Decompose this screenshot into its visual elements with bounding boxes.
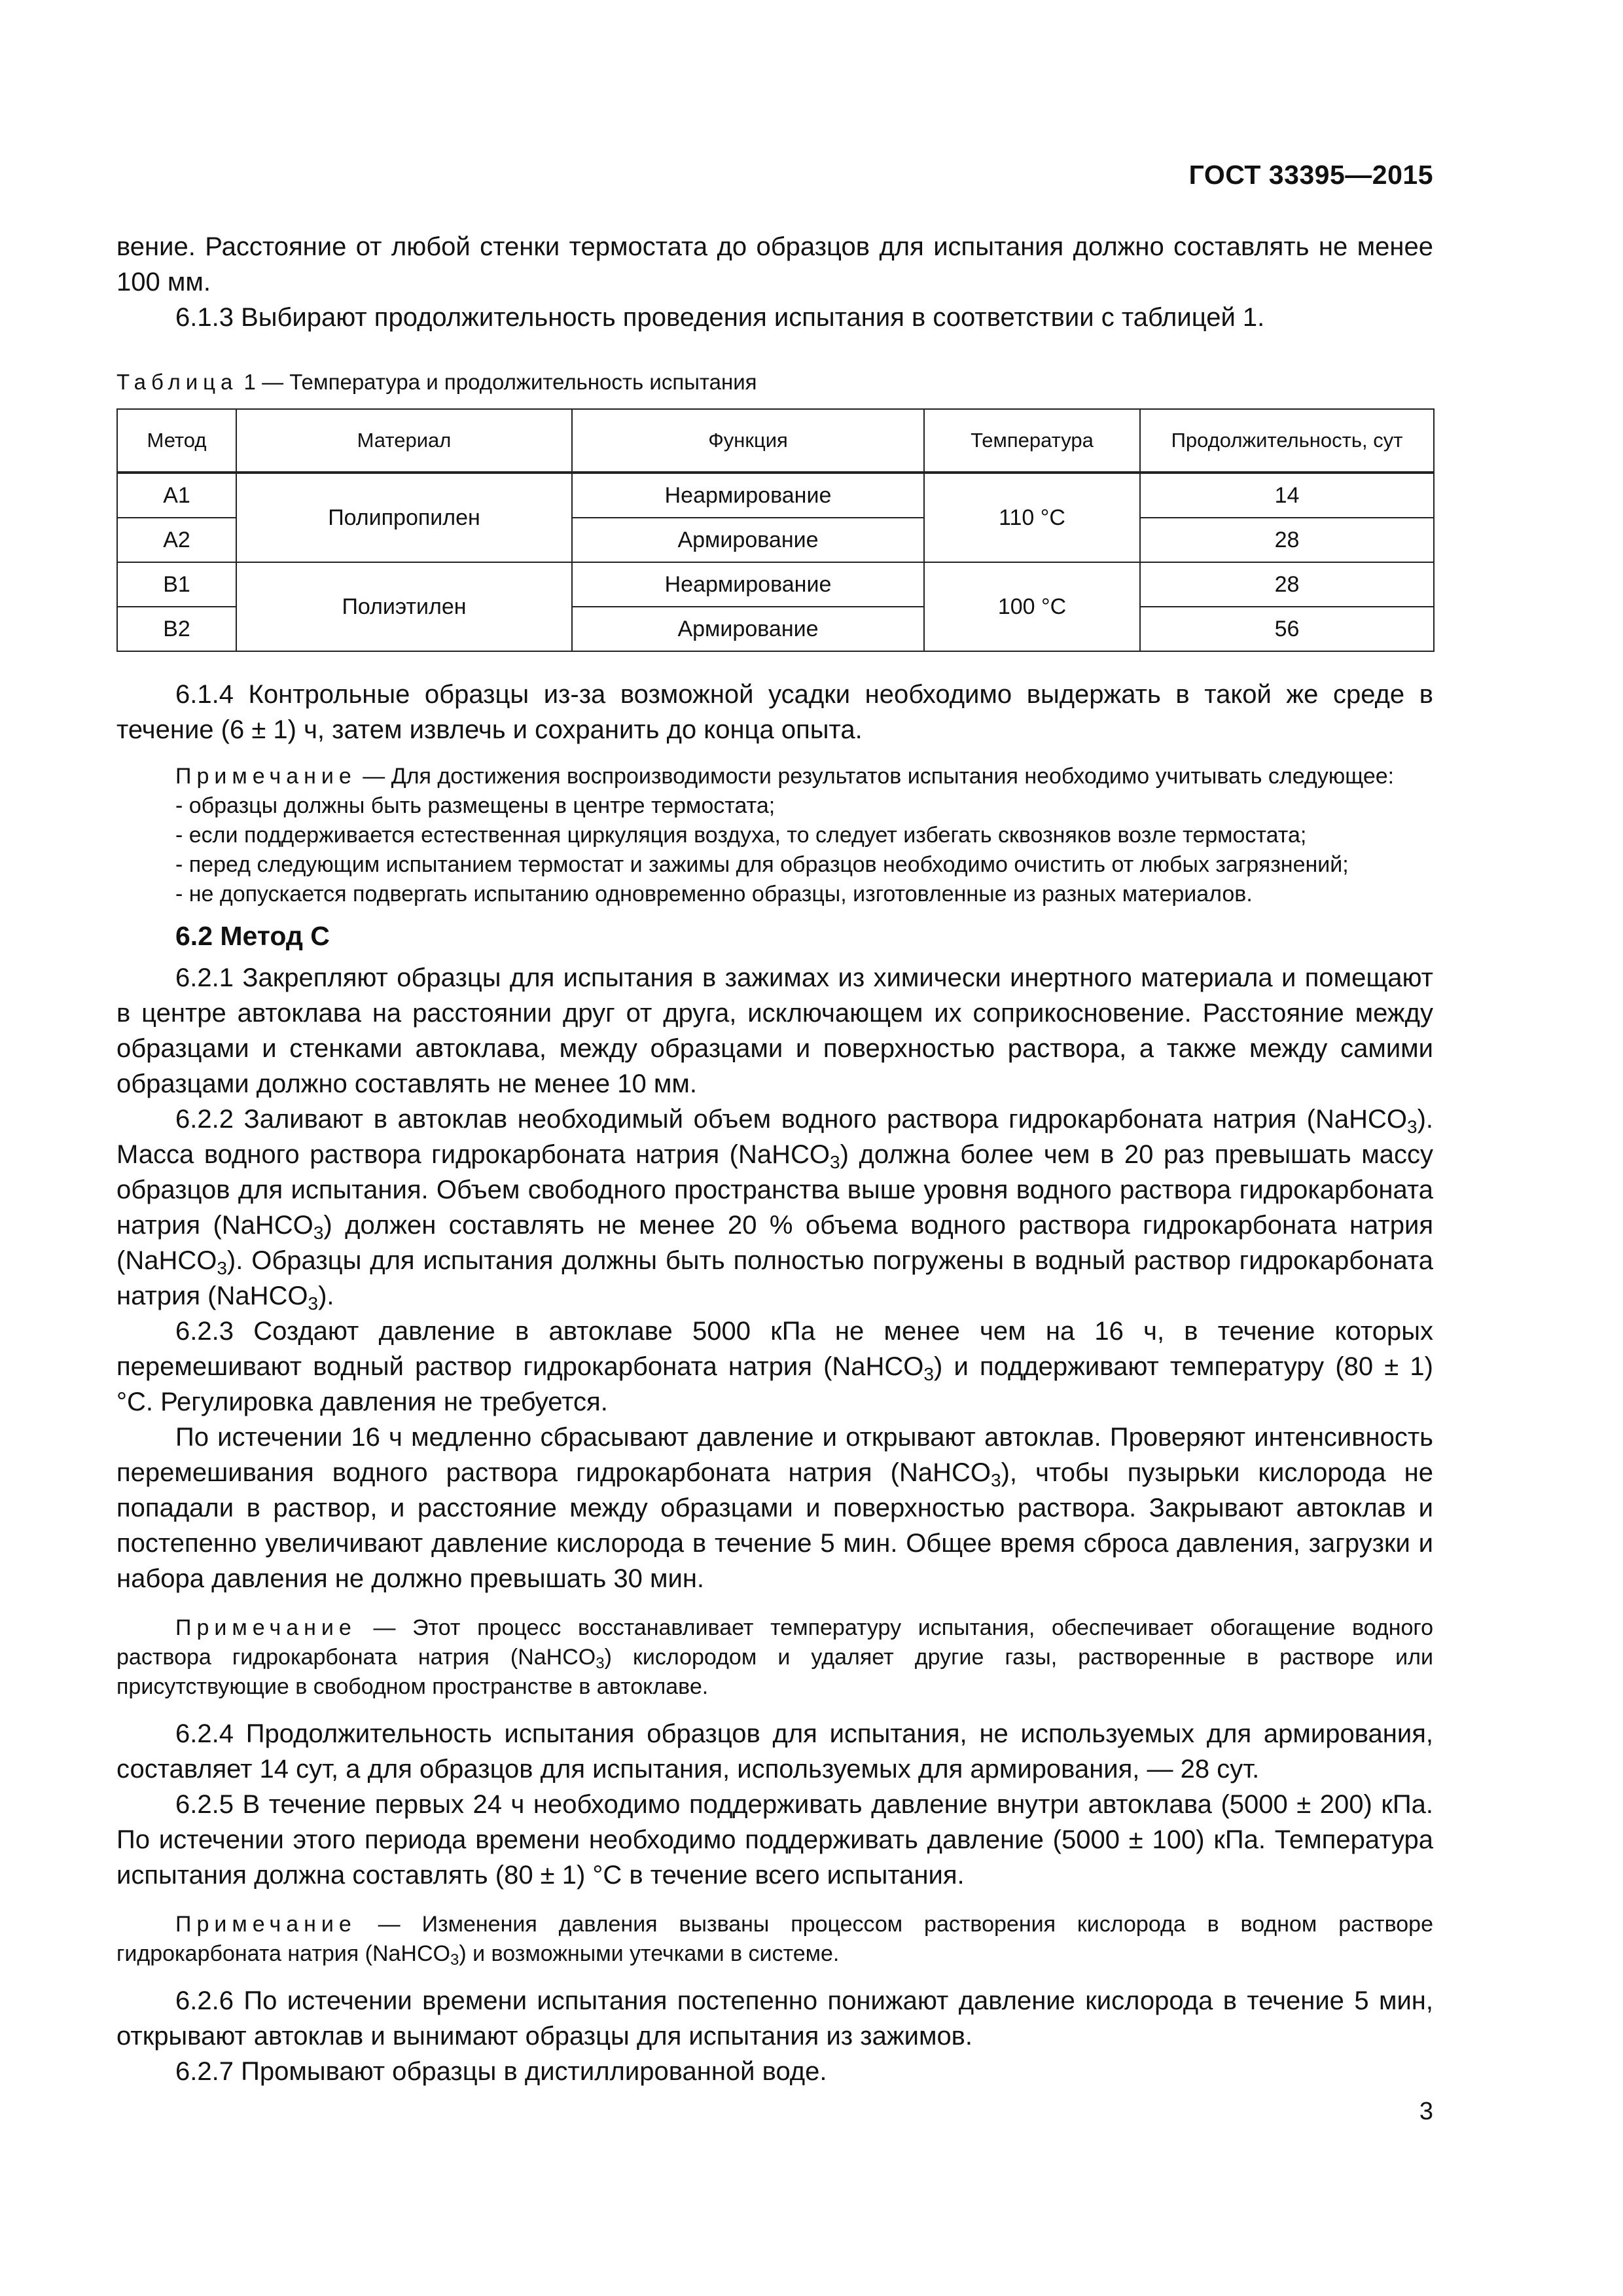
- note-2-text: Примечание — Этот процесс восстанавливает температуру испытания, обеспечивает обогащение водного раствора гидрокарбоната натрия (NaHCO$_3$) кислородом и удаляет другие газы, растворенные в растворе или присутствующие в свободном пространстве в автоклаве.: [116, 1615, 1434, 1699]
- document-body: [116, 229, 1433, 2089]
- note-1-item: - образцы должны быть размещены в центре термостата;: [175, 793, 776, 818]
- cell-method: B1: [117, 562, 236, 607]
- header-function: Функция: [572, 409, 924, 473]
- cell-duration: 14: [1140, 473, 1434, 518]
- table-row: [117, 473, 1434, 518]
- page-number: 3: [1419, 2098, 1433, 2125]
- paragraph-6-2-2: 6.2.2 Заливают в автоклав необходимый объем водного раствора гидрокарбоната натрия (NaHCO$_3$). Масса водного раствора гидрокарбоната натрия (NaHCO$_3$) должна более чем в 20 раз превышать массу образцов для испытания. Объем свободного пространства выше уровня водного раствора гидрокарбоната натрия (NaHCO$_3$) должен составлять не менее 20 % объема водного раствора гидрокарбоната натрия (NaHCO$_3$). Образцы для испытания должны быть полностью погружены в водный раствор гидрокарбоната натрия (NaHCO$_3$).: [116, 1105, 1434, 1314]
- paragraph-6-1-3: 6.1.3 Выбирают продолжительность проведения испытания в соответствии с таблицей 1.: [175, 303, 1265, 332]
- temperature-duration-table: [116, 408, 1435, 652]
- note-3: [116, 1910, 1433, 1969]
- paragraph-6-2-4: 6.2.4 Продолжительность испытания образцов для испытания, не используемых для армирования, составляет 14 сут, а для образцов для испытания, используемых для армирования, — 28 сут.: [116, 1719, 1433, 1784]
- note-1-item: - если поддерживается естественная циркуляция воздуха, то следует избегать сквозняков возле термостата;: [175, 823, 1307, 848]
- note-label: Примечание: [175, 764, 357, 789]
- table-caption-title: 1 — Температура и продолжительность испытания: [238, 370, 757, 394]
- section-6-2-title: 6.2 Метод C: [175, 921, 330, 951]
- note-1-intro-text: — Для достижения воспроизводимости результатов испытания необходимо учитывать следующее:: [356, 764, 1395, 789]
- cell-method: B2: [117, 607, 236, 651]
- cell-duration: 28: [1140, 518, 1434, 562]
- note-label: Примечание: [175, 1615, 357, 1640]
- cell-material: Полипропилен: [236, 473, 572, 562]
- note-label: Примечание: [175, 1912, 357, 1937]
- header-method: Метод: [117, 409, 236, 473]
- cell-function: Неармирование: [572, 473, 924, 518]
- paragraph-6-2-6: 6.2.6 По истечении времени испытания постепенно понижают давление кислорода в течение 5 мин, открывают автоклав и вынимают образцы для испытания из зажимов.: [116, 1986, 1433, 2051]
- note-3-text: Примечание — Изменения давления вызваны процессом растворения кислорода в водном растворе гидрокарбоната натрия (NaHCO$_3$) и возможными утечками в системе.: [116, 1912, 1433, 1969]
- paragraph-6-2-7: 6.2.7 Промывают образцы в дистиллированной воде.: [175, 2057, 827, 2086]
- cell-function: Армирование: [572, 607, 924, 651]
- note-1-item: - не допускается подвергать испытанию одновременно образцы, изготовленные из разных материалов.: [175, 882, 1253, 906]
- paragraph-6-2-3-continued: По истечении 16 ч медленно сбрасывают давление и открывают автоклав. Проверяют интенсивность перемешивания водного раствора гидрокарбоната натрия (NaHCO$_3$), чтобы пузырьки кислорода не попадали в раствор, и расстояние между образцами и поверхностью раствора. Закрывают автоклав и постепенно увеличивают давление кислорода в течение 5 мин. Общее время сброса давления, загрузки и набора давления не должно превышать 30 мин.: [116, 1423, 1434, 1593]
- cell-temperature: 100 °C: [924, 562, 1140, 651]
- paragraph-6-2-5: 6.2.5 В течение первых 24 ч необходимо поддерживать давление внутри автоклава (5000 ± 200) кПа. По истечении этого периода времени необходимо поддерживать давление (5000 ± 100) кПа. Температура испытания должна составлять (80 ± 1) °C в течение всего испытания.: [116, 1790, 1433, 1890]
- paragraph-6-2-1: 6.2.1 Закрепляют образцы для испытания в зажимах из химически инертного материала и помещают в центре автоклава на расстоянии друг от друга, исключающем их соприкосновение. Расстояние между образцами и стенками автоклава, между образцами и поверхностью раствора, а также между самими образцами должно составлять не менее 10 мм.: [116, 963, 1433, 1098]
- table-header-row: [117, 409, 1434, 473]
- header-temperature: Температура: [924, 409, 1140, 473]
- table-caption: [116, 368, 1433, 397]
- note-1-item: - перед следующим испытанием термостат и зажимы для образцов необходимо очистить от любых загрязнений;: [175, 852, 1349, 877]
- table-caption-label: Таблица: [116, 370, 238, 394]
- note-2: [116, 1613, 1433, 1702]
- paragraph-6-1-4: 6.1.4 Контрольные образцы из-за возможной усадки необходимо выдержать в такой же среде в течение (6 ± 1) ч, затем извлечь и сохранить до конца опыта.: [116, 680, 1433, 744]
- cell-material: Полиэтилен: [236, 562, 572, 651]
- note-1: [116, 762, 1433, 909]
- cell-function: Армирование: [572, 518, 924, 562]
- cell-temperature: 110 °C: [924, 473, 1140, 562]
- note-1-intro: [116, 762, 1433, 791]
- paragraph-continuation: вение. Расстояние от любой стенки термостата до образцов для испытания должно составлять не менее 100 мм.: [116, 232, 1433, 296]
- cell-function: Неармирование: [572, 562, 924, 607]
- cell-duration: 28: [1140, 562, 1434, 607]
- header-duration: Продолжительность, сут: [1140, 409, 1434, 473]
- table-row: [117, 562, 1434, 607]
- document-code-header: ГОСТ 33395—2015: [1188, 160, 1433, 190]
- header-material: Материал: [236, 409, 572, 473]
- cell-method: A2: [117, 518, 236, 562]
- paragraph-6-2-3: 6.2.3 Создают давление в автоклаве 5000 кПа не менее чем на 16 ч, в течение которых перемешивают водный раствор гидрокарбоната натрия (NaHCO$_3$) и поддерживают температуру (80 ± 1) °C. Регулировка давления не требуется.: [116, 1317, 1433, 1416]
- cell-duration: 56: [1140, 607, 1434, 651]
- cell-method: A1: [117, 473, 236, 518]
